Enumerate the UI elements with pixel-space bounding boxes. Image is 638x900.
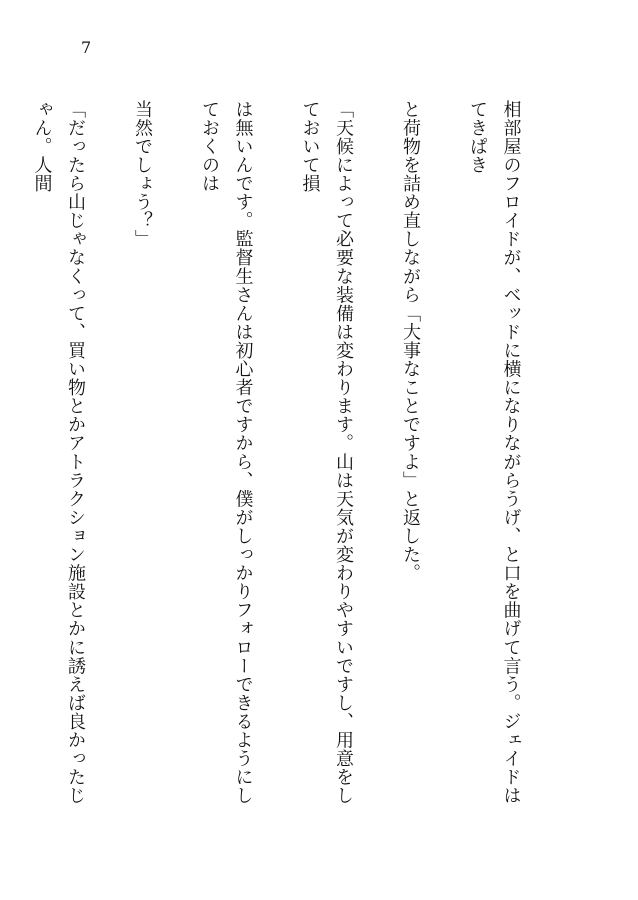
text-line: と荷物を詰め直しながら「大事なことですよ」と返した。 bbox=[400, 100, 421, 583]
text-line: 「天候によって必要な装備は変わります。山は天気が変わりやすいですし、用意をしておいて損 bbox=[299, 100, 354, 805]
text-line: 相部屋のフロイドが、ベッドに横になりながらうげ、と口を曲げて言う。ジェイドはてきぱき bbox=[467, 100, 522, 805]
text-line: 当然でしょう？」 bbox=[132, 100, 153, 249]
text-line: 「だったら山じゃなくって、買い物とかアトラクション施設とかに誘えば良かったじゃん。人間 bbox=[31, 100, 86, 805]
novel-text-block bbox=[31, 100, 561, 820]
text-line: は無いんです。監督生さんは初心者ですから、僕がしっかりフォローできるようにしておくのは bbox=[199, 100, 254, 805]
page-number: 7 bbox=[81, 38, 92, 57]
